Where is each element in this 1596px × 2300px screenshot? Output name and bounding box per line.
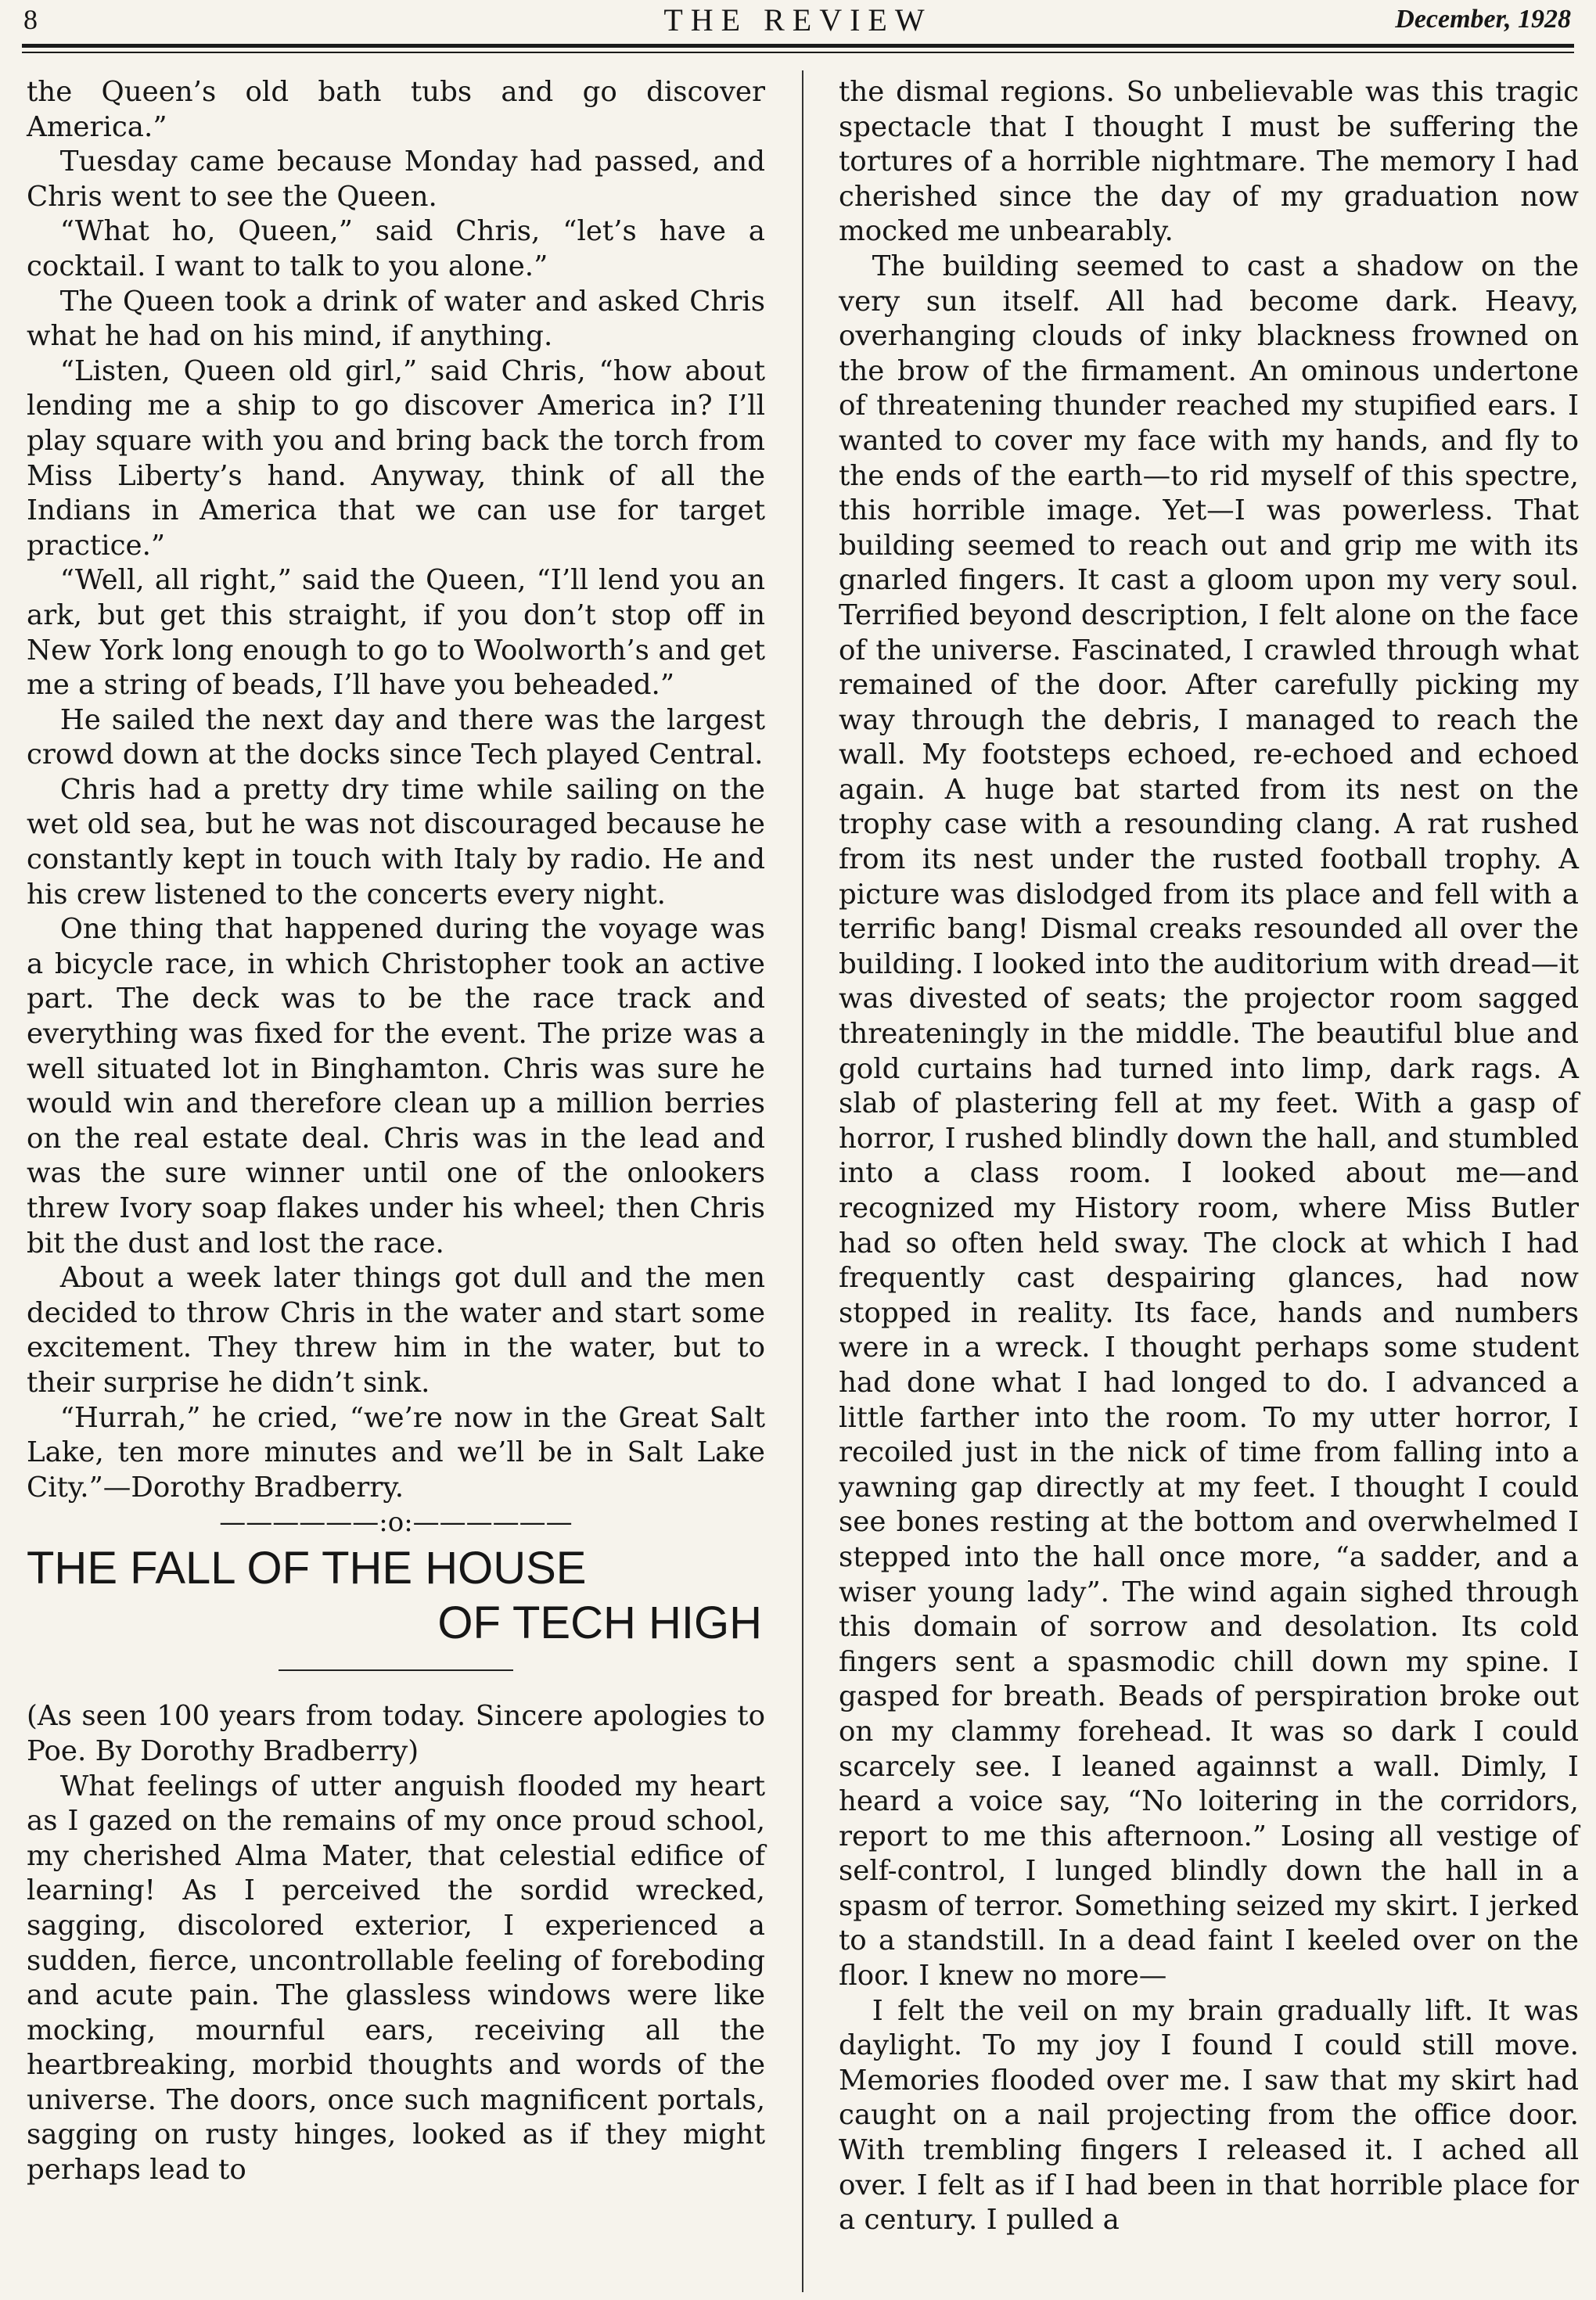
paragraph: “Listen, Queen old girl,” said Chris, “how about lending me a ship to go discover America in? I’ll play square with you and bring back the torch from Miss Liberty’s hand. Anyway, think of all the Indians in America that we can use for target practice.” — [27, 354, 765, 562]
page-number: 8 — [23, 4, 38, 35]
paragraph: The building seemed to cast a shadow on the very sun itself. All had become dark. Heavy, overhanging clouds of inky blackness frowned on the brow of the firmament. An ominous undertone of threatening thunder reached my stupified ears. I wanted to cover my face with my hands, and fly to the ends of the earth—to rid myself of this spectre, this horrible image. Yet—I was powerless. That building seemed to reach out and grip me with its gnarled fingers. It cast a gloom upon my very soul. Terrified beyond description, I felt alone on the face of the universe. Fascinated, I crawled through what remained of the door. After carefully picking my way through the debris, I managed to reach the wall. My footsteps echoed, re-echoed and echoed again. A huge bat started from its nest on the trophy case with a resounding clang. A rat rushed from its nest under the rusted football trophy. A picture was dislodged from its place and fell with a terrific bang! Dismal creaks resounded all over the building. I looked into the auditorium with dread—it was divested of seats; the projector room sagged threateningly in the middle. The beautiful blue and gold curtains had turned into limp, dark rags. A slab of plastering fell at my feet. With a gasp of horror, I rushed blindly down the hall, and stumbled into a class room. I looked about me—and recognized my History room, where Miss Butler had so often held sway. The clock at which I had frequently cast despairing glances, had now stopped in reality. Its face, hands and numbers were in a wreck. I thought perhaps some student had done what I had longed to do. I advanced a little farther into the room. To my utter horror, I recoiled just in the nick of time from falling into a yawning gap directly at my feet. I thought I could see bones resting at the bottom and overwhelmed I stepped into the hall once more, “a sadder, and a wiser young lady”. The wind again sighed through this domain of sorrow and desolation. Its cold fingers sent a spasmodic chill down my spine. I gasped for breath. Beads of perspiration broke out on my clammy forehead. It was so dark I could scarcely see. I leaned againnst a wall. Dimly, I heard a voice say, “No loitering in the corridors, report to me this afternoon.” Losing all vestige of self-control, I lunged blindly down the hall in a spasm of terror. Something seized my skirt. I jerked to a standstill. In a dead faint I keeled over on the floor. I knew no more— — [839, 250, 1579, 1993]
right-column — [839, 75, 1579, 2238]
header-rule-thin — [22, 52, 1574, 53]
column-rule — [802, 70, 803, 2292]
header-rule-thick — [22, 44, 1574, 48]
paragraph: “Well, all right,” said the Queen, “I’ll lend you an ark, but get this straight, if you don’t stop off in New York long enough to go to Woolworth’s and get me a string of beads, I’ll have you beheaded.” — [27, 564, 765, 702]
story-caption: (As seen 100 years from today. Sincere apologies to Poe. By Dorothy Bradberry) — [27, 1700, 765, 1767]
paragraph: The Queen took a drink of water and asked Chris what he had on his mind, if anything. — [27, 285, 765, 353]
paragraph: “What ho, Queen,” said Chris, “let’s have a cocktail. I want to talk to you alone.” — [27, 215, 765, 282]
paragraph: Tuesday came because Monday had passed, and Chris went to see the Queen. — [27, 146, 765, 213]
paragraph: He sailed the next day and there was the largest crowd down at the docks since Tech played Central. — [27, 703, 765, 771]
paragraph: One thing that happened during the voyage was a bicycle race, in which Christopher took an active part. The deck was to be the race track and everything was fixed for the event. The prize was a well situated lot in Binghamton. Chris was sure he would win and therefore clean up a million berries on the real estate deal. Chris was in the lead and was the sure winner until one of the onlookers threw Ivory soap flakes under his wheel; then Chris bit the dust and lost the race. — [27, 913, 765, 1260]
issue-date: December, 1928 — [1395, 5, 1571, 34]
story-title-line-2: OF TECH HIGH — [437, 1597, 762, 1649]
paragraph: About a week later things got dull and the men decided to throw Chris in the water and start some excitement. They threw him in the water, but to their surprise he didn’t sink. — [27, 1262, 765, 1399]
page-header — [22, 0, 1574, 41]
paragraph: “Hurrah,” he cried, “we’re now in the Great Salt Lake, ten more minutes and we’ll be in Salt Lake City.”—Dorothy Bradberry. — [27, 1401, 765, 1504]
paragraph: What feelings of utter anguish flooded my heart as I gazed on the remains of my once proud school, my cherished Alma Mater, that celestial edifice of learning! As I perceived the sordid wrecked, sagging, discolored exterior, I experienced a sudden, fierce, uncontrollable feeling of foreboding and acute pain. The glassless windows were like mocking, mournful ears, receiving all the heartbreaking, morbid thoughts and words of the universe. The doors, once such magnificent portals, sagging on rusty hinges, looked as if they might perhaps lead to — [27, 1770, 765, 2187]
paragraph: the Queen’s old bath tubs and go discover America.” — [27, 76, 765, 143]
section-separator: ——————:o:—————— — [219, 1507, 573, 1539]
masthead-title: THE REVIEW — [663, 2, 933, 38]
paragraph: I felt the veil on my brain gradually lift. It was daylight. To my joy I found I could still move. Memories flooded over me. I saw that my skirt had caught on a nail projecting from the office door. With trembling fingers I released it. I ached all over. I felt as if I had been in that horrible place for a century. I pulled a — [839, 1994, 1579, 2237]
story-title-line-1: THE FALL OF THE HOUSE — [27, 1543, 587, 1594]
paragraph: Chris had a pretty dry time while sailing on the wet old sea, but he was not discouraged because he constantly kept in touch with Italy by radio. He and his crew listened to the concerts every night. — [27, 773, 765, 911]
left-column — [27, 75, 765, 2188]
title-rule — [279, 1669, 513, 1671]
paragraph: the dismal regions. So unbelievable was this tragic spectacle that I thought I must be suffering the tortures of a horrible nightmare. The memory I had cherished since the day of my graduation now mocked me unbearably. — [839, 76, 1579, 248]
